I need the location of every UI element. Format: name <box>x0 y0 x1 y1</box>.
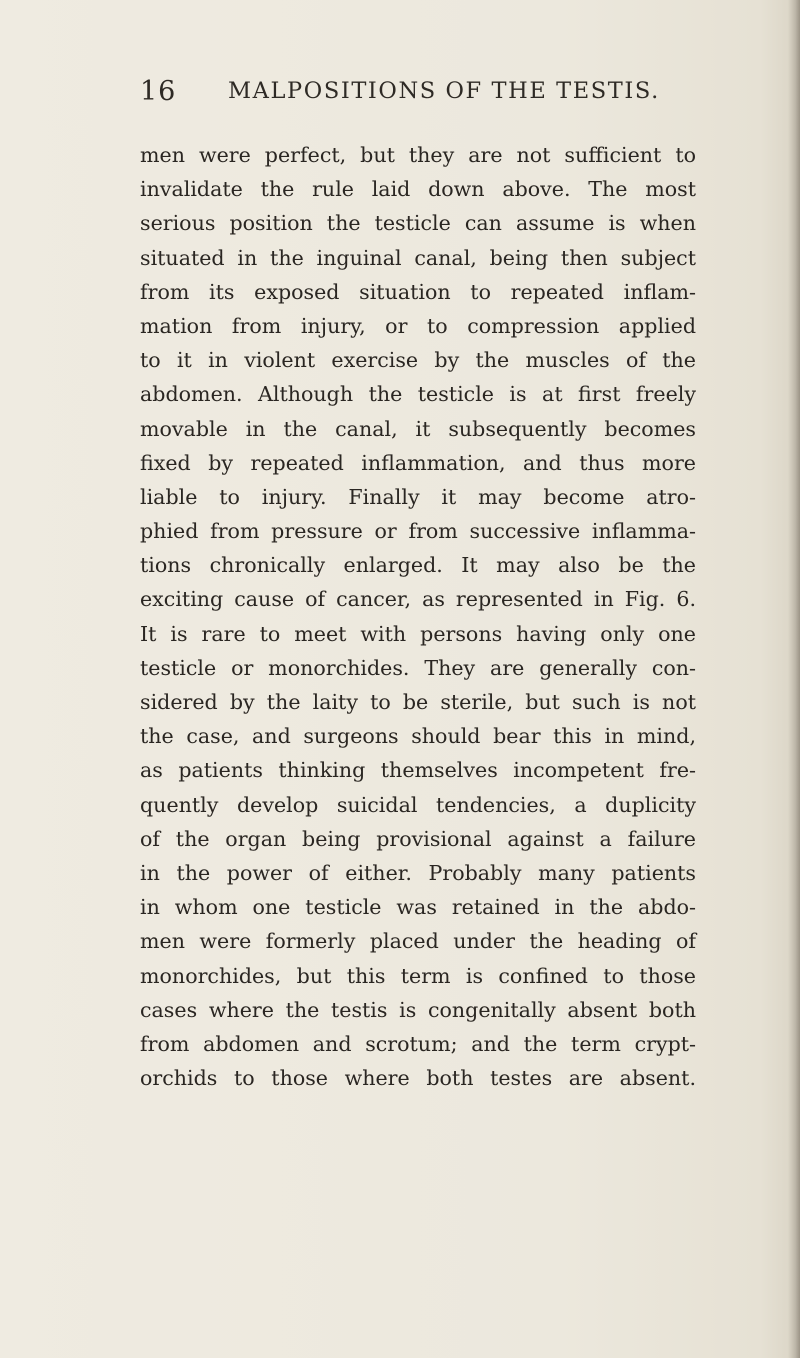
text-line: tions chronically enlarged. It may also be the <box>140 553 696 578</box>
text-line: testicle or monorchides. They are generally con- <box>140 655 696 680</box>
text-line: in the power of either. Probably many patients <box>140 860 696 885</box>
text-line: invalidate the rule laid down above. The most <box>140 177 696 202</box>
text-line: cases where the testis is congenitally absent both <box>140 997 696 1022</box>
page-header <box>140 76 700 116</box>
text-line: men were perfect, but they are not sufficient to <box>140 143 696 167</box>
text-line: from its exposed situation to repeated inflam- <box>140 279 696 304</box>
text-line: situated in the inguinal canal, being then subject <box>140 245 696 270</box>
text-line: exciting cause of cancer, as represented in Fig. 6. <box>140 587 696 612</box>
text-line: movable in the canal, it subsequently becomes <box>140 416 696 441</box>
text-line: serious position the testicle can assume is when <box>140 211 696 236</box>
page-number: 16 <box>140 76 177 107</box>
text-line: liable to injury. Finally it may become atro- <box>140 484 696 509</box>
page-edge-shadow <box>788 0 800 1358</box>
text-line: abdomen. Although the testicle is at first freely <box>140 382 696 407</box>
text-line: quently develop suicidal tendencies, a duplicity <box>140 792 696 817</box>
text-line: fixed by repeated inflammation, and thus more <box>140 450 696 475</box>
text-line: of the organ being provisional against a failure <box>140 826 696 851</box>
text-line: sidered by the laity to be sterile, but such is not <box>140 690 696 714</box>
text-line: from abdomen and scrotum; and the term crypt- <box>140 1031 696 1056</box>
text-line: the case, and surgeons should bear this in mind, <box>140 724 696 749</box>
body-text <box>140 138 696 1095</box>
text-line: mation from injury, or to compression applied <box>140 313 696 338</box>
text-line: orchids to those where both testes are absent. <box>140 1066 696 1091</box>
text-line: to it in violent exercise by the muscles of the <box>140 348 696 373</box>
text-line: phied from pressure or from successive inflamma- <box>140 519 696 544</box>
text-line: It is rare to meet with persons having only one <box>140 621 696 646</box>
text-line: men were formerly placed under the heading of <box>140 929 696 954</box>
text-line: in whom one testicle was retained in the abdo- <box>140 895 696 920</box>
text-line: monorchides, but this term is confined to those <box>140 963 696 988</box>
running-title: MALPOSITIONS OF THE TESTIS. <box>228 78 660 104</box>
text-line: as patients thinking themselves incompetent fre- <box>140 758 696 783</box>
